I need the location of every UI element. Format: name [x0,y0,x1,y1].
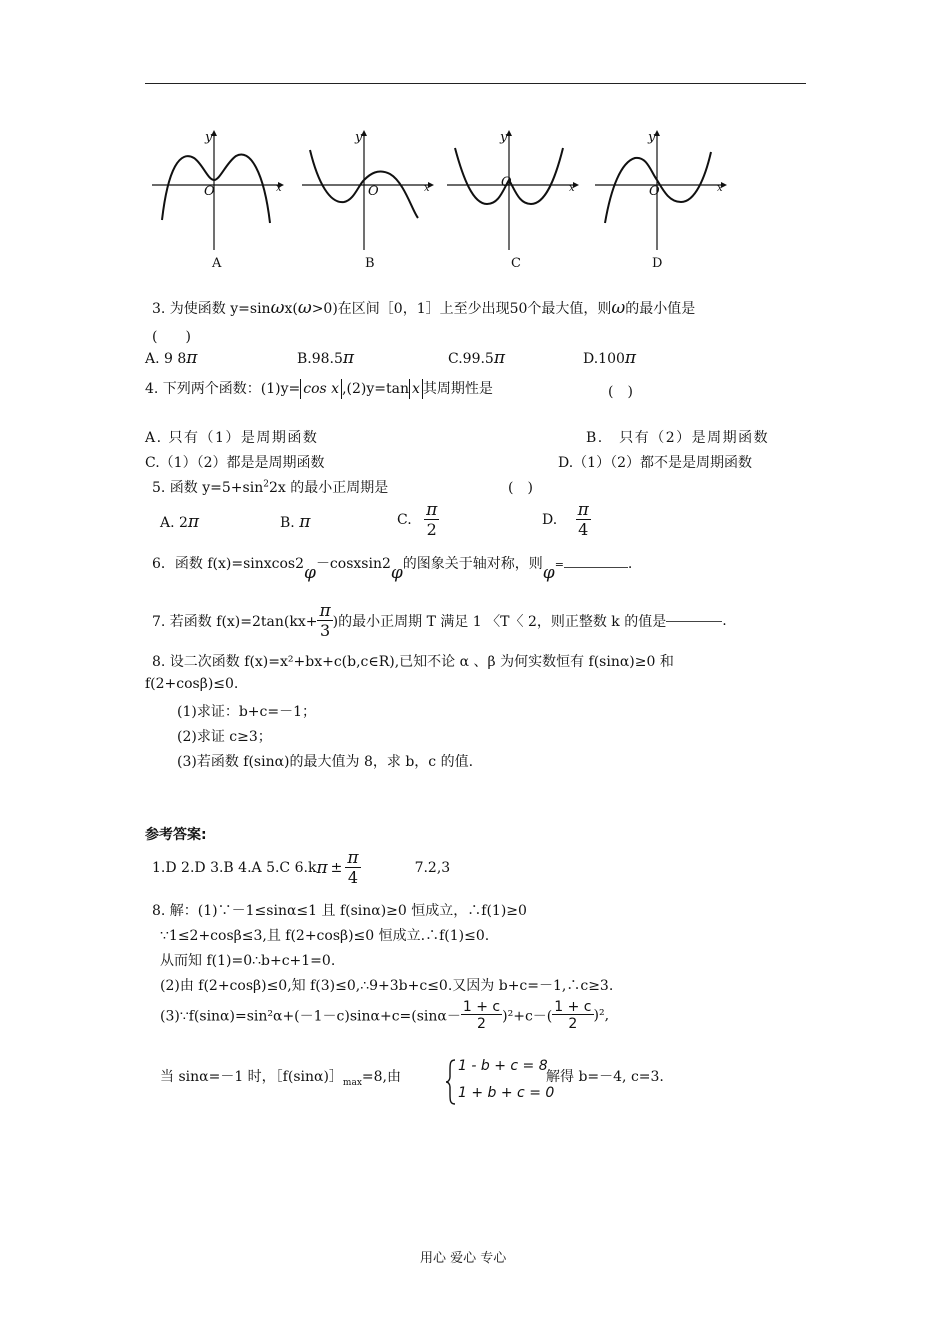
q5-option-a [160,512,199,532]
answers-line-1 [152,850,450,886]
answers-step-5-den-1: 2 [477,1016,486,1032]
q6-text-3: 的图象关于轴对称，则 [402,556,543,572]
answers-step-5-num-1: 1 + c [462,999,501,1015]
answers-step-6 [160,1066,401,1088]
q3-omega-2: ω [297,298,312,318]
graph-a-y-label: y [205,130,213,145]
q7-text-2: )的最小正周期 T 满足 1 〈T〈 2，则正整数 k 的值是 [332,614,667,630]
q3-text-4: 的最小值是 [625,301,696,317]
q3-text-3: >0)在区间［0，1］上至少出现50个最大值，则 [311,301,612,317]
answers-line-1a: 1.D 2.D 3.B 4.A 5.C 6.k [152,860,317,876]
q5-option-c-frac [424,502,439,538]
answers-frac [345,850,360,886]
graph-a [150,128,285,253]
q7-num: π [319,601,331,621]
answers-step-5 [160,1000,609,1031]
answers-frac-num: π [347,848,359,868]
q5-sup: 2 [263,479,269,490]
q5-option-a-text: A. 2 [160,515,188,531]
graph-c [445,128,580,253]
answers-step-6a: 当 sinα=－1 时，［f(sinα)］ [160,1069,343,1085]
q3-option-c-text: C.99.5 [448,351,494,367]
answers-step-3: 从而知 f(1)=0∴b+c+1=0. [160,953,336,969]
answers-step-5a: (3)∵f(sinα)=sin²α+(－1－c)sinα+c=(sinα－ [160,1008,461,1025]
q5-paren: ( ) [508,480,533,496]
answers-step-5b: )²+c－( [502,1008,553,1025]
q5-text-1: 5. 函数 y=5+sin [152,480,264,496]
q5-option-d-num: π [577,500,589,520]
q7-stem [152,603,727,639]
q7-text-1: 7. 若函数 f(x)=2tan(kx+ [152,614,318,630]
graph-b-origin: O [368,184,379,199]
q6-stem [152,553,633,583]
q4-x-abs: x [409,379,423,399]
answers-step-5-frac-2 [552,1000,593,1031]
q5-option-c-text: C. [397,512,412,528]
q5-option-d-frac [576,502,591,538]
q3-omega-3: ω [611,298,626,318]
q6-eq: = [554,558,564,571]
q3-option-a-pi: π [186,348,198,368]
q3-stem [152,298,695,318]
q3-text-1: 3. 为使函数 y=sin [152,301,271,317]
answers-step-4: (2)由 f(2+cosβ)≤0,知 f(3)≤0,∴9+3b+c≤0.又因为 b+c=－1,∴c≥3. [160,978,614,994]
answers-step-5-num-2: 1 + c [554,999,592,1015]
q3-option-a-text: A. 9 8 [145,351,187,367]
q6-phi-2: φ [390,563,403,583]
q4-stem [145,378,493,399]
q3-option-b-text: B.98.5 [297,351,343,367]
q5-option-a-pi: π [187,512,200,532]
q5-option-d-text: D. [542,512,558,528]
q5-option-b [280,512,310,532]
q8-line-1: 8. 设二次函数 f(x)=x²+bx+c(b,c∈R),已知不论 α 、β 为何实数恒有 f(sinα)≥0 和 [152,654,674,670]
graph-d [593,128,728,253]
q4-text-1: 4. 下列两个函数：(1)y= [145,381,301,397]
q6-phi-3: φ [542,563,555,583]
answers-step-1: 8. 解：(1)∵－1≤sinα≤1 且 f(sinα)≥0 恒成立，∴f(1)≥0 [152,903,527,919]
graph-b-x-label: x [424,183,430,194]
q8-part-3: (3)若函数 f(sinα)的最大值为 8，求 b，c 的值. [177,754,474,770]
q3-option-d [583,348,636,368]
q4-option-b: B. 只有（2）是周期函数 [586,430,770,446]
q3-option-d-pi: π [624,348,637,368]
answers-heading: 参考答案: [145,827,207,843]
q8-line-2: f(2+cosβ)≤0. [145,676,239,692]
page-footer: 用心 爱心 专心 [420,1251,507,1266]
graph-c-label: C [511,256,521,271]
q8-part-1: (1)求证：b+c=－1； [177,704,317,720]
q8-part-2: (2)求证 c≥3； [177,729,272,745]
graph-b-label: B [365,256,375,271]
q7-blank [666,621,722,622]
q4-text-2: ,(2)y=tan [342,381,410,397]
q5-option-c-den: 2 [426,520,437,539]
system-eq-1: 1 - b + c = 8 [458,1058,548,1074]
q3-option-b-pi: π [342,348,355,368]
q4-option-d: D.（1）（2）都不是是周期函数 [558,455,752,471]
graph-b-y-label: y [355,130,363,145]
answers-step-5-den-2: 2 [568,1016,578,1032]
q7-frac [317,603,332,639]
q5-option-c [397,502,439,538]
q3-omega-1: ω [270,298,285,318]
graph-a-origin: O [204,184,215,199]
graph-a-label: A [212,256,222,271]
answers-step-6-sub: max [342,1077,362,1088]
q3-paren: ( ) [152,329,191,345]
system-eq-2: 1 + b + c = 0 [458,1085,555,1101]
answers-step-2: ∵1≤2+cosβ≤3,且 f(2+cosβ)≤0 恒成立.∴f(1)≤0. [160,928,490,944]
system-brace [445,1058,457,1106]
q4-option-a: A. 只有（1）是周期函数 [145,430,319,446]
answers-frac-den: 4 [347,868,359,887]
q7-end: . [722,613,727,629]
answers-pm: ± [330,860,343,876]
q4-paren: ( ) [608,384,633,400]
graph-d-label: D [652,256,663,271]
q5-text-2: 2x 的最小正周期是 [268,480,389,496]
answers-pi: π [316,858,328,878]
q3-option-a [145,348,197,368]
q4-cos-abs: cos x [300,379,342,399]
q5-stem [152,477,388,497]
graph-c-x-label: x [569,183,575,194]
graph-d-y-label: y [648,130,656,145]
answers-line-1b: 7.2,3 [414,860,451,876]
q5-option-c-num: π [426,500,438,520]
q3-option-c-pi: π [493,348,506,368]
q3-option-c [448,348,505,368]
graph-c-origin: O [501,175,512,190]
answers-step-5-frac-1 [461,1000,502,1031]
q6-text-1: 6．函数 f(x)=sinxcos2 [152,556,305,572]
header-rule [145,83,806,84]
graph-d-origin: O [649,184,660,199]
q5-option-d-den: 4 [578,520,589,539]
graph-c-y-label: y [500,130,508,145]
q6-phi-1: φ [304,563,316,583]
answers-step-6b: =8,由 [361,1069,401,1085]
q6-end: . [627,556,633,572]
answers-step-5c: )², [593,1007,610,1024]
q5-option-b-pi: π [299,512,311,532]
q7-den: 3 [319,621,331,640]
q5-option-d [542,502,591,538]
q4-option-c: C.（1）（2）都是是周期函数 [145,455,325,471]
answers-step-6c: 解得 b=－4, c=3. [546,1069,664,1085]
q3-option-d-text: D.100 [583,351,625,367]
q6-text-2: －cosxsin2 [315,556,391,572]
q5-option-b-text: B. [280,515,295,531]
q4-text-3: 其周期性是 [422,381,493,397]
q3-option-b [297,348,354,368]
graph-a-x-label: x [276,183,282,194]
q3-text-2: x( [284,301,298,317]
graph-d-x-label: x [717,183,723,194]
q6-blank [564,567,628,568]
